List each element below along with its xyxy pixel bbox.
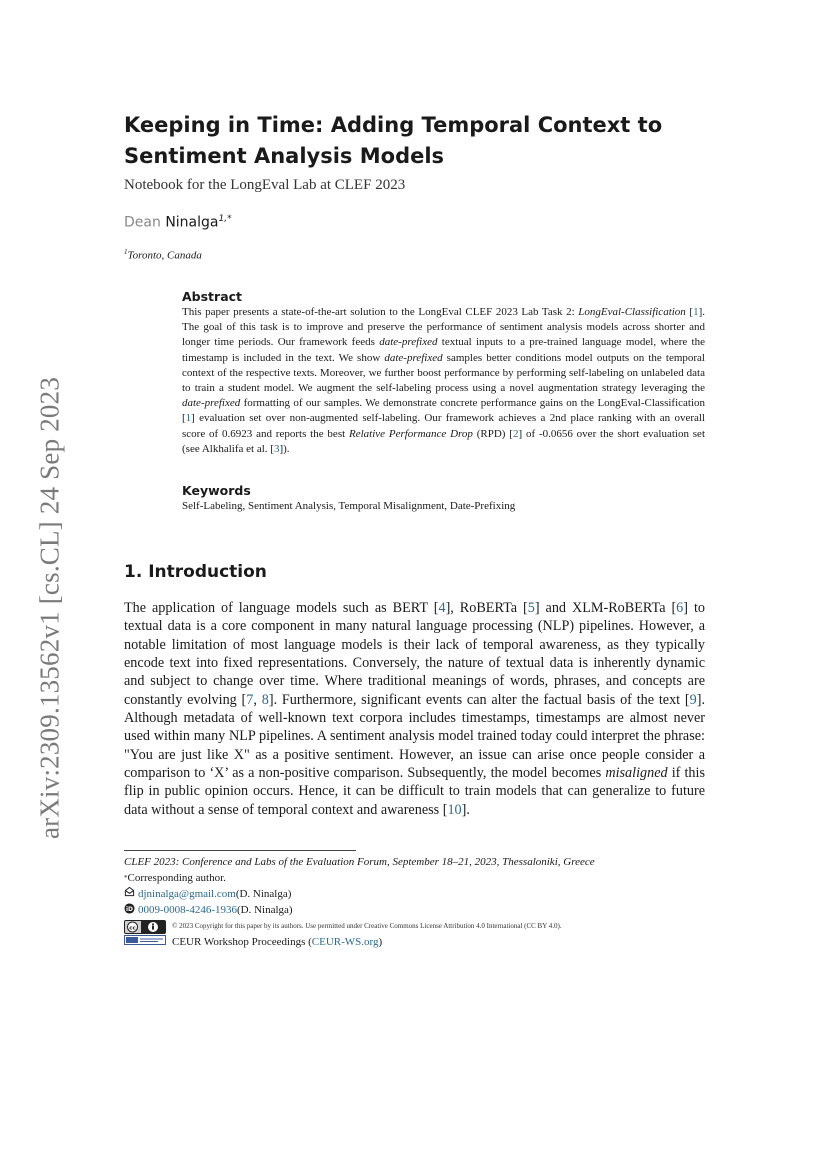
cc-by-badge[interactable] (124, 920, 166, 934)
abstract-heading: Abstract (182, 289, 243, 304)
keywords-section (182, 483, 705, 514)
citation-link[interactable]: 8 (261, 691, 269, 708)
orcid-link[interactable]: 0009-0008-4246-1936 (138, 904, 237, 916)
citation-link[interactable]: 1 (185, 412, 192, 425)
orcid-icon (124, 903, 135, 920)
citation-link[interactable]: 5 (527, 600, 535, 616)
ceur-prefix: CEUR Workshop Proceedings ( (172, 935, 312, 948)
arxiv-stamp (30, 365, 70, 850)
email-owner: (D. Ninalga) (235, 887, 292, 900)
author-affil-marker: 1,* (218, 214, 232, 224)
footnote-orcid (124, 903, 724, 920)
affiliation (124, 248, 202, 262)
ceur-logo (124, 935, 166, 951)
keywords-heading: Keywords (182, 483, 251, 498)
svg-text:iD: iD (126, 905, 133, 913)
citation-link[interactable]: 9 (689, 691, 697, 708)
citation-link[interactable]: 2 (512, 427, 519, 440)
footnote-ceur (124, 935, 724, 951)
footnote-corresponding (124, 871, 724, 887)
citation-link[interactable]: 6 (676, 600, 684, 616)
introduction-text: The application of language models such as BERT [4], RoBERTa [5] and XLM-RoBERTa [6] to textual data is a core component in many natural language processing (NLP) pipelines. However, a notable limitation of most language models is their lack of temporal awareness, as they typically encode text into fixed representations. Conversely, the nature of textual data is inherently dynamic and subject to change over time. Where traditional meanings of words, phrases, and concepts are constantly evolving [7, 8]. Furthermore, significant events can alter the factual basis of the text [9]. Although metadata of well-known text corpora includes timestamps, timestamps are almost never used within many NLP pipelines. A sentiment analysis model trained today could interpret the phrase: "You are just like X" as a positive sentiment. However, an issue can arise once people consider a comparison to ‘X’ as a non-positive comparison. Subsequently, the model becomes misaligned if this flip in public opinion occurs. Hence, it can be difficult to train models that can generalize to future data without a sense of temporal context and awareness [10]. (124, 600, 706, 818)
author-first-name: Dean (124, 214, 161, 231)
author-line (124, 214, 232, 231)
email-link[interactable]: djninalga@gmail.com (138, 887, 236, 900)
corresponding-marker: * (124, 873, 128, 882)
citation-link[interactable]: 3 (273, 442, 280, 455)
citation-link[interactable]: 4 (438, 600, 446, 616)
footnote-email (124, 886, 724, 903)
orcid-owner: (D. Ninalga) (237, 904, 293, 916)
abstract-text: This paper presents a state-of-the-art solution to the LongEval CLEF 2023 Lab Task 2: LongEval-Classification [1]. The goal of this task is to improve and preserve the performance of sentiment analysis models across shorter and longer time periods. Our framework feeds date-prefixed textual inputs to a pre-trained language model, where the timestamp is included in the text. We show date-prefixed samples better conditions model outputs on the temporal context of the respective texts. Moreover, we further boost performance by performing self-labeling on unlabeled data to train a student model. We augment the self-labeling process using a novel augmentation strategy leveraging the date-prefixed formatting of our samples. We demonstrate concrete performance gains on the LongEval-Classification [1] evaluation set over non-augmented self-labeling. Our framework achieves a 2nd place ranking with an overall score of 0.6923 and reports the best Relative Performance Drop (RPD) [2] of -0.0656 over the short evaluation set (see Alkhalifa et al. [3]). (182, 306, 705, 455)
copyright-text: © 2023 Copyright for this paper by its authors. Use permitted under Creative Commons License Attribution 4.0 International (CC BY 4.0). (172, 922, 562, 930)
introduction-heading: 1. Introduction (124, 562, 267, 582)
arxiv-stamp-text: arXiv:2309.13562v1 [cs.CL] 24 Sep 2023 (34, 376, 65, 839)
corresponding-text: Corresponding author. (127, 871, 226, 884)
citation-link[interactable]: 1 (693, 306, 699, 318)
citation-link[interactable]: 10 (447, 801, 462, 818)
footnote-license (124, 919, 724, 935)
citation-link[interactable]: 7 (246, 691, 254, 708)
ceur-suffix: ) (378, 935, 383, 948)
ceur-link[interactable]: CEUR-WS.org (311, 935, 379, 948)
paper-subtitle: Notebook for the LongEval Lab at CLEF 2023 (124, 177, 406, 193)
affiliation-marker: 1 (124, 248, 128, 256)
paper-title: Keeping in Time: Adding Temporal Context to Sentiment Analysis Models (124, 113, 663, 168)
footnote-rule (124, 850, 356, 851)
footnotes (124, 855, 724, 950)
author-last-name: Ninalga (165, 214, 219, 231)
keywords-text: Self-Labeling, Sentiment Analysis, Temporal Misalignment, Date-Prefixing (182, 500, 516, 512)
svg-text:cc: cc (129, 925, 136, 932)
footnote-conference: CLEF 2023: Conference and Labs of the Evaluation Forum, September 18–21, 2023, Thessaloniki, Greece (124, 856, 595, 868)
affiliation-text: Toronto, Canada (127, 249, 202, 262)
envelope-icon (124, 886, 135, 903)
abstract-section (182, 289, 705, 457)
